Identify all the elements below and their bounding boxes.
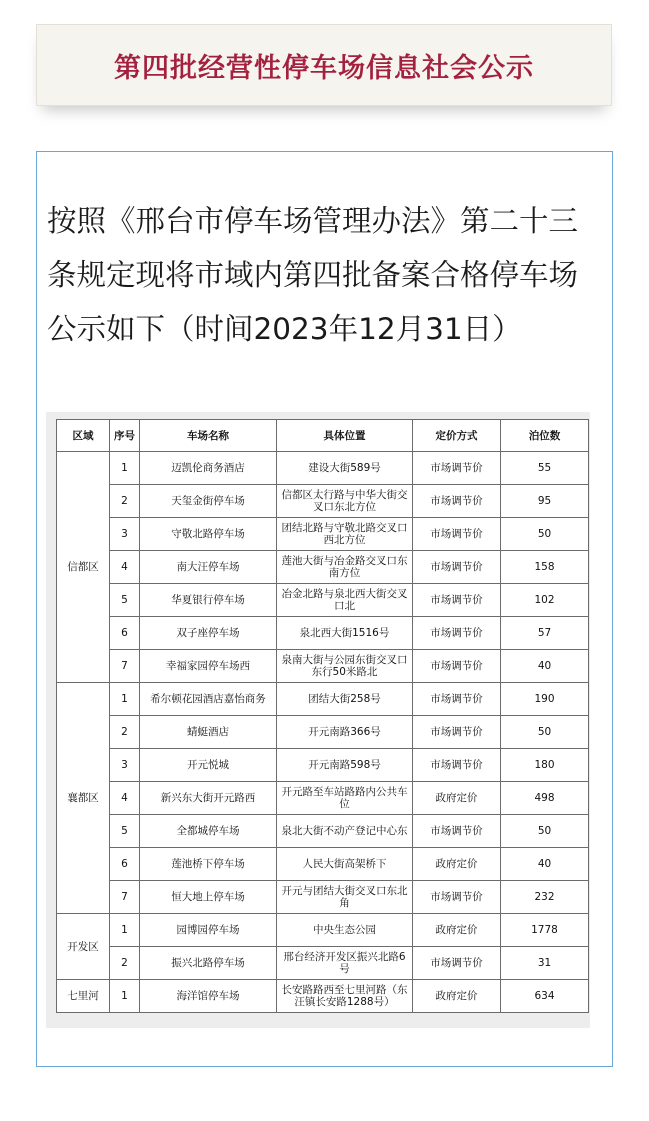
- parking-spaces: 50: [501, 815, 589, 848]
- parking-location: 冶金北路与泉北西大街交叉口北: [277, 584, 413, 617]
- pricing-method: 市场调节价: [413, 584, 501, 617]
- region-cell: 七里河: [57, 980, 110, 1013]
- table-row: [57, 881, 589, 914]
- parking-location: 建设大街589号: [277, 452, 413, 485]
- parking-location: 开元南路366号: [277, 716, 413, 749]
- table-row: [57, 584, 589, 617]
- parking-location: 泉南大街与公园东街交叉口东行50米路北: [277, 650, 413, 683]
- table-row: [57, 650, 589, 683]
- parking-location: 邢台经济开发区振兴北路6号: [277, 947, 413, 980]
- table-row: [57, 848, 589, 881]
- header-number: 序号: [110, 420, 140, 452]
- table-row: [57, 617, 589, 650]
- row-number: 1: [110, 914, 140, 947]
- table-row: [57, 914, 589, 947]
- pricing-method: 政府定价: [413, 848, 501, 881]
- pricing-method: 市场调节价: [413, 518, 501, 551]
- parking-table: [56, 419, 589, 1013]
- pricing-method: 市场调节价: [413, 683, 501, 716]
- parking-name: 海洋馆停车场: [140, 980, 277, 1013]
- table-row: [57, 683, 589, 716]
- parking-location: 泉北大街不动产登记中心东: [277, 815, 413, 848]
- parking-location: 中央生态公园: [277, 914, 413, 947]
- page-title: 第四批经营性停车场信息社会公示: [114, 52, 534, 84]
- parking-name: 守敬北路停车场: [140, 518, 277, 551]
- row-number: 5: [110, 815, 140, 848]
- pricing-method: 政府定价: [413, 782, 501, 815]
- parking-spaces: 57: [501, 617, 589, 650]
- table-row: [57, 947, 589, 980]
- content-box: [36, 151, 613, 1067]
- table-image: [46, 412, 590, 1028]
- region-cell: 襄都区: [57, 683, 110, 914]
- parking-spaces: 232: [501, 881, 589, 914]
- parking-name: 开元悦城: [140, 749, 277, 782]
- table-row: [57, 980, 589, 1013]
- parking-location: 团结大街258号: [277, 683, 413, 716]
- header-name: 车场名称: [140, 420, 277, 452]
- parking-location: 泉北西大街1516号: [277, 617, 413, 650]
- parking-spaces: 95: [501, 485, 589, 518]
- region-cell: 信都区: [57, 452, 110, 683]
- pricing-method: 市场调节价: [413, 749, 501, 782]
- table-row: [57, 452, 589, 485]
- parking-location: 开元与团结大街交叉口东北角: [277, 881, 413, 914]
- row-number: 2: [110, 947, 140, 980]
- parking-location: 信都区太行路与中华大街交叉口东北方位: [277, 485, 413, 518]
- row-number: 4: [110, 551, 140, 584]
- parking-location: 人民大街高架桥下: [277, 848, 413, 881]
- region-cell: 开发区: [57, 914, 110, 980]
- parking-name: 南大汪停车场: [140, 551, 277, 584]
- parking-name: 新兴东大街开元路西: [140, 782, 277, 815]
- row-number: 6: [110, 848, 140, 881]
- table-row: [57, 518, 589, 551]
- row-number: 1: [110, 980, 140, 1013]
- parking-name: 莲池桥下停车场: [140, 848, 277, 881]
- parking-spaces: 158: [501, 551, 589, 584]
- parking-location: 莲池大街与冶金路交叉口东南方位: [277, 551, 413, 584]
- parking-spaces: 31: [501, 947, 589, 980]
- pricing-method: 市场调节价: [413, 452, 501, 485]
- parking-location: 团结北路与守敬北路交叉口西北方位: [277, 518, 413, 551]
- row-number: 6: [110, 617, 140, 650]
- parking-location: 开元南路598号: [277, 749, 413, 782]
- header-location: 具体位置: [277, 420, 413, 452]
- pricing-method: 政府定价: [413, 914, 501, 947]
- header-pricing: 定价方式: [413, 420, 501, 452]
- parking-name: 天玺金街停车场: [140, 485, 277, 518]
- row-number: 7: [110, 650, 140, 683]
- title-banner: [36, 24, 612, 106]
- parking-name: 双子座停车场: [140, 617, 277, 650]
- parking-name: 恒大地上停车场: [140, 881, 277, 914]
- table-row: [57, 749, 589, 782]
- parking-spaces: 634: [501, 980, 589, 1013]
- parking-spaces: 50: [501, 518, 589, 551]
- table-body: [57, 452, 589, 1013]
- table-header-row: [57, 420, 589, 452]
- parking-name: 迈凯伦商务酒店: [140, 452, 277, 485]
- parking-name: 蜻蜓酒店: [140, 716, 277, 749]
- parking-spaces: 40: [501, 650, 589, 683]
- parking-spaces: 498: [501, 782, 589, 815]
- row-number: 2: [110, 716, 140, 749]
- table-row: [57, 782, 589, 815]
- parking-spaces: 190: [501, 683, 589, 716]
- pricing-method: 市场调节价: [413, 485, 501, 518]
- pricing-method: 市场调节价: [413, 617, 501, 650]
- row-number: 1: [110, 452, 140, 485]
- row-number: 4: [110, 782, 140, 815]
- row-number: 3: [110, 749, 140, 782]
- header-region: 区域: [57, 420, 110, 452]
- row-number: 5: [110, 584, 140, 617]
- parking-name: 全都城停车场: [140, 815, 277, 848]
- parking-name: 希尔顿花园酒店嘉怡商务: [140, 683, 277, 716]
- table-row: [57, 551, 589, 584]
- pricing-method: 市场调节价: [413, 551, 501, 584]
- pricing-method: 政府定价: [413, 980, 501, 1013]
- parking-spaces: 55: [501, 452, 589, 485]
- parking-name: 幸福家园停车场西: [140, 650, 277, 683]
- parking-spaces: 50: [501, 716, 589, 749]
- parking-location: 长安路路西至七里河路（东汪镇长安路1288号）: [277, 980, 413, 1013]
- row-number: 3: [110, 518, 140, 551]
- parking-spaces: 40: [501, 848, 589, 881]
- table-row: [57, 815, 589, 848]
- header-spaces: 泊位数: [501, 420, 589, 452]
- pricing-method: 市场调节价: [413, 947, 501, 980]
- table-row: [57, 716, 589, 749]
- parking-spaces: 180: [501, 749, 589, 782]
- intro-paragraph: 按照《邢台市停车场管理办法》第二十三条规定现将市域内第四批备案合格停车场公示如下（时间2023年12月31日）: [47, 204, 579, 346]
- row-number: 1: [110, 683, 140, 716]
- parking-spaces: 102: [501, 584, 589, 617]
- parking-name: 华夏银行停车场: [140, 584, 277, 617]
- table-row: [57, 485, 589, 518]
- row-number: 7: [110, 881, 140, 914]
- parking-name: 振兴北路停车场: [140, 947, 277, 980]
- pricing-method: 市场调节价: [413, 881, 501, 914]
- row-number: 2: [110, 485, 140, 518]
- pricing-method: 市场调节价: [413, 650, 501, 683]
- parking-location: 开元路至车站路路内公共车位: [277, 782, 413, 815]
- parking-spaces: 1778: [501, 914, 589, 947]
- pricing-method: 市场调节价: [413, 815, 501, 848]
- parking-name: 园博园停车场: [140, 914, 277, 947]
- pricing-method: 市场调节价: [413, 716, 501, 749]
